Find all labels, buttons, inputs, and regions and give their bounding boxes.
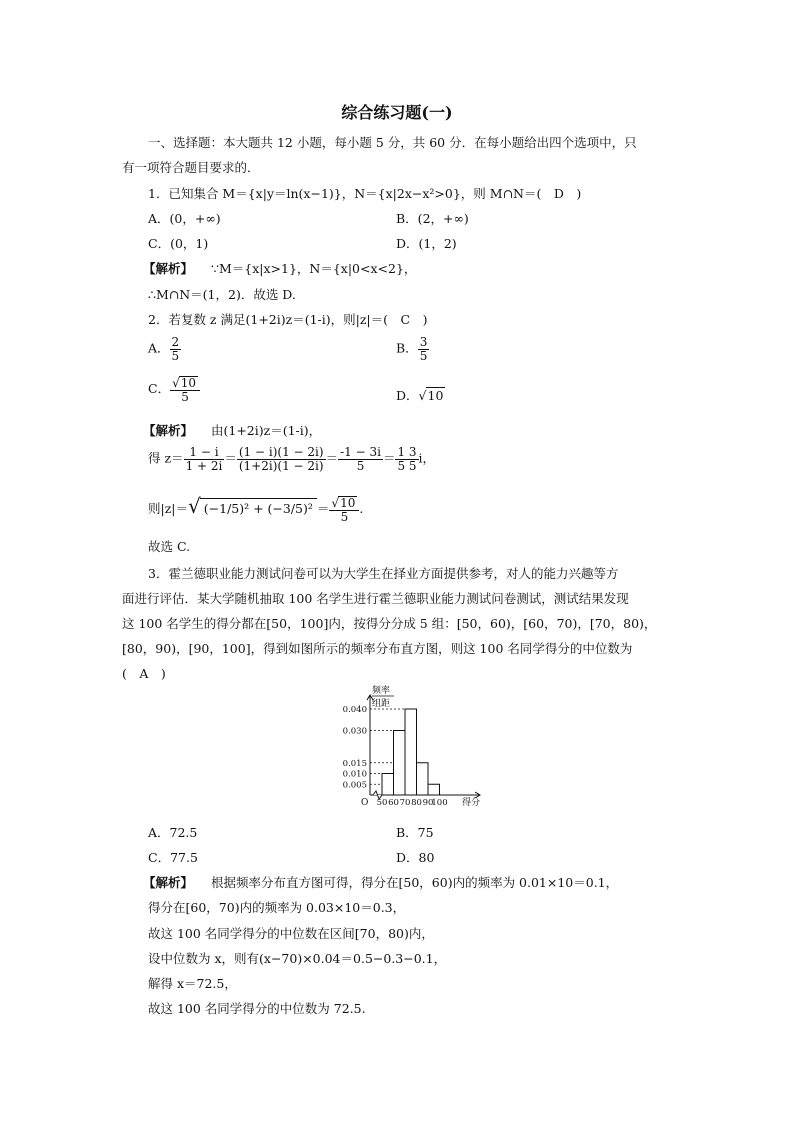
q1-option-a: A．(0，+∞) <box>148 211 221 226</box>
q3-solution-text1: 根据频率分布直方图可得，得分在[50，60)内的频率为 0.01×10＝0.1， <box>211 875 619 890</box>
q2-option-a-num: 2 <box>171 335 180 349</box>
q3-solution-line3: 故这 100 名同学得分的中位数在区间[70，80)内， <box>148 926 434 941</box>
x-tick-label-2: 70 <box>399 798 411 808</box>
q2-frac4-num: 1 3 <box>397 445 417 459</box>
x-tick-label-1: 60 <box>388 798 399 808</box>
q1-solution-tag: 【解析】 <box>143 261 194 276</box>
histogram-bar-3 <box>417 763 429 795</box>
q2-sol3-res-den: 5 <box>340 509 349 524</box>
q2-option-c-num: 10 <box>180 376 197 390</box>
x-axis-label: 得分 <box>462 798 481 808</box>
q3-stem-line3: 这 100 名学生的得分都在[50，100]内，按得分分成 5 组：[50，60)，[60，70)，[70，80)， <box>122 616 657 631</box>
y-tick-label-1: 0.030 <box>342 726 367 737</box>
section-intro-line2: 有一项符合题目要求的． <box>122 160 260 175</box>
q2-frac4-den: 5 5 <box>397 458 417 473</box>
q3-solution-line1 <box>143 873 618 891</box>
y-label-bottom: 组距 <box>372 699 391 709</box>
q2-solution-text1: 由(1+2i)z＝(1-i)， <box>211 423 322 438</box>
q2-solution-line4: 故选 C. <box>148 539 191 554</box>
q2-frac1-num: 1 − i <box>184 446 225 460</box>
q3-option-d: D．80 <box>396 850 435 865</box>
q2-option-b-num: 3 <box>419 335 428 349</box>
q2-sol3-eq: ＝ <box>316 501 330 516</box>
q2-solution-line1 <box>143 421 321 439</box>
q2-frac3-den: 5 <box>356 458 365 473</box>
q1-solution-line2: ∴M∩N＝(1，2)．故选 D. <box>148 287 296 302</box>
q1-option-d: D．(1，2) <box>396 236 457 251</box>
q3-solution-line4: 设中位数为 x，则有(x−70)×0.04＝0.5−0.3−0.1， <box>148 951 447 966</box>
q1-solution-line1 <box>143 259 416 277</box>
y-tick-label-0: 0.040 <box>342 705 367 715</box>
q1-option-b: B．(2，+∞) <box>396 211 469 226</box>
q2-sol3-pre: 则|z|＝ <box>148 501 189 516</box>
q2-option-d-label: D． <box>396 388 419 403</box>
histogram-bar-1 <box>394 731 406 796</box>
q3-solution-tag: 【解析】 <box>143 875 194 890</box>
q3-stem-line1: 3．霍兰德职业能力测试问卷可以为大学生在择业方面提供参考，对人的能力兴趣等方 <box>148 566 619 581</box>
q2-option-a <box>148 336 181 362</box>
q2-frac1-den: 1 + 2i <box>185 458 223 473</box>
page-title: 综合练习题(一) <box>341 103 453 122</box>
q2-option-c-label: C． <box>148 381 171 397</box>
q3-stem-line5: ( A ) <box>122 666 166 681</box>
histogram-bar-4 <box>428 784 440 795</box>
q2-solution-line3: 则|z|＝√ (−1/5)² + (−3/5)² ＝ $\frac{√10}{5}$ . <box>148 494 364 524</box>
x-tick-label-3: 80 <box>411 798 422 808</box>
x-tick-label-4: 90 <box>422 798 434 808</box>
q2-sol2-pre: 得 z＝ <box>148 450 184 466</box>
q3-stem-line4: [80，90)，[90，100]，得到如图所示的频率分布直方图，则这 100 名同学得分的中位数为 <box>122 641 633 656</box>
q1-solution-text1: ∵M＝{x|x>1}，N＝{x|0<x<2}， <box>211 261 417 276</box>
section-intro-line1: 一、选择题：本大题共 12 小题，每小题 5 分，共 60 分．在每小题给出四个选项中，只 <box>148 135 637 150</box>
y-label-top: 频率 <box>372 686 391 696</box>
q2-option-a-den: 5 <box>171 348 180 363</box>
q3-solution-line2: 得分在[60，70)内的频率为 0.03×10＝0.3， <box>148 900 406 915</box>
q2-frac3-num: -1 − 3i <box>340 445 381 459</box>
q2-option-c-den: 5 <box>181 389 189 404</box>
q2-option-b-den: 5 <box>419 348 428 363</box>
y-tick-label-2: 0.015 <box>342 758 367 769</box>
q3-option-a: A．72.5 <box>148 825 198 840</box>
x-tick-label-0: 50 <box>376 798 388 808</box>
q2-sol3-inner: (−1/5)² + (−3/5)² <box>200 498 317 518</box>
q2-option-a-label: A． <box>148 340 170 356</box>
q2-stem: 2．若复数 z 满足(1+2i)z＝(1-i)，则|z|＝( C ) <box>148 312 428 327</box>
q2-frac2-num: (1 − i)(1 − 2i) <box>238 445 324 459</box>
q1-stem: 1．已知集合 M＝{x|y＝ln(x−1)}，N＝{x|2x−x²>0}，则 M∩N＝( D ) <box>148 186 582 201</box>
y-tick-label-3: 0.010 <box>342 769 367 780</box>
q2-option-d: D．√10 <box>396 388 444 403</box>
histogram-bar-2 <box>405 709 417 795</box>
y-tick-label-4: 0.005 <box>342 780 367 791</box>
x-tick-label-5: 100 <box>431 798 448 808</box>
q2-option-c: C． $\frac{√10}{5}$ <box>148 376 200 403</box>
q1-option-c: C．(0，1) <box>148 236 209 251</box>
q2-frac2-den: (1+2i)(1 − 2i) <box>238 458 324 473</box>
q2-frac4-suffix: i， <box>418 450 436 466</box>
q2-sol3-res-num: 10 <box>340 495 356 510</box>
q3-option-c: C．77.5 <box>148 850 198 865</box>
q2-option-d-rad: 10 <box>427 388 444 403</box>
origin-label: O <box>361 798 369 808</box>
q2-option-b <box>396 336 429 362</box>
q2-solution-line2: 得 z＝ $\frac{1 - i}{1 + 2i}$ ＝ $\frac{(1 - i)(1 - 2i)}{(1+2i)(1 - 2i)}$ ＝ $\frac{-1 - 3i}{5}$ ＝ $\frac{1 3}{5 5}$ i， <box>148 445 436 473</box>
q2-solution-tag: 【解析】 <box>143 423 194 438</box>
histogram-chart <box>330 683 490 813</box>
q3-solution-line6: 故这 100 名同学得分的中位数为 72.5. <box>148 1001 366 1016</box>
q3-option-b: B．75 <box>396 825 434 840</box>
q2-option-b-label: B． <box>396 340 418 356</box>
q3-solution-line5: 解得 x＝72.5， <box>148 976 237 991</box>
histogram-bar-0 <box>382 774 394 796</box>
q3-stem-line2: 面进行评估．某大学随机抽取 100 名学生进行霍兰德职业能力测试问卷测试，测试结果发现 <box>122 591 629 606</box>
